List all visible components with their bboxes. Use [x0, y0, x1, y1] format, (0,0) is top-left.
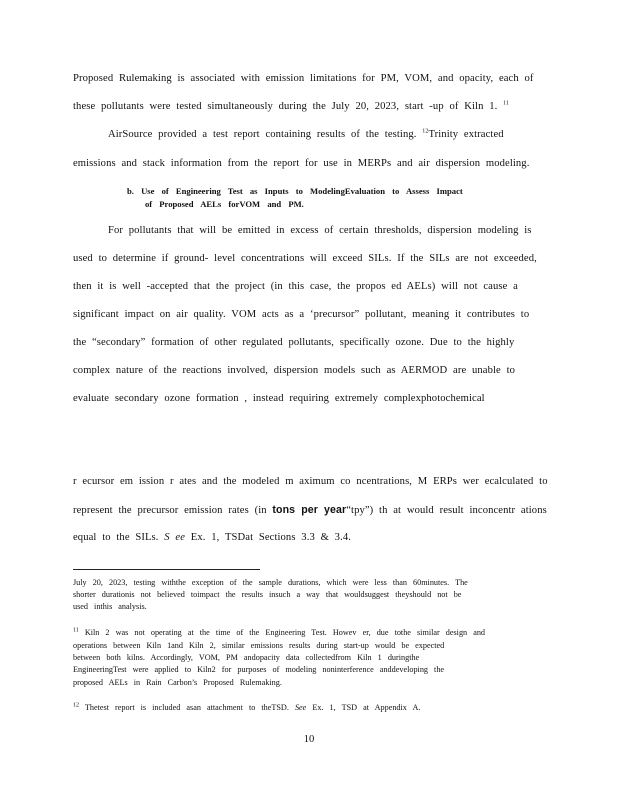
footnote-line: July 20, 2023, testing withthe exception of the sample durations, which were less than 60minutes. The — [73, 578, 468, 587]
footnote-line: $^{12}$ Thetest report is included asan attachment to theTSD. See Ex. 1, TSD at Appendix A. — [73, 702, 421, 712]
footnote-separator — [73, 569, 260, 570]
footnote-line: EngineeringTest were applied to Kiln2 for purposes of modeling noninterference anddeveloping the — [73, 665, 445, 674]
footnote-number: 11 — [73, 627, 79, 634]
footnote-line: between both kilns. Accordingly, VOM, PM andopacity data collectedfrom Kiln 1 duringthe — [73, 653, 420, 662]
footnote-line: $^{11}$ Kiln 2 was not operating at the time of the Engineering Test. Howev er, due tothe similar design and — [73, 627, 486, 637]
body-line: AirSource provided a test report containing results of the testing. $^{12}$Trinity extracted — [108, 128, 504, 140]
body-line: significant impact on air quality. VOM acts as a ‘precursor” pollutant, meaning it contributes to — [73, 309, 530, 320]
section-heading-cont: of Proposed AELs forVOM and PM. — [145, 199, 304, 209]
body-line: complex nature of the reactions involved, dispersion models such as AERMOD are unable to — [73, 365, 516, 376]
footnote-line: proposed AELs in Rain Carbon’s Proposed Rulemaking. — [73, 678, 282, 687]
footnote-line: operations between Kiln 1and Kiln 2, similar emissions results during start-up would be expected — [73, 641, 445, 650]
body-line: the “secondary” formation of other regulated pollutants, specifically ozone. Due to the highly — [73, 337, 515, 348]
footnote-ref: 12 — [422, 128, 429, 135]
body-line: then it is well -accepted that the project (in this case, the propos ed AELs) will not cause a — [73, 281, 518, 292]
body-line: these pollutants were tested simultaneously during the July 20, 2023, start -up of Kiln 1. $^{11}$ — [73, 100, 510, 112]
body-line: evaluate secondary ozone formation , instead requiring extremely complexphotochemical — [73, 393, 485, 404]
page-number: 10 — [303, 734, 315, 745]
body-line: For pollutants that will be emitted in excess of certain thresholds, dispersion modeling is — [108, 225, 532, 236]
citation-signal: S ee — [164, 532, 186, 543]
footnote-line: used inthis analysis. — [73, 602, 147, 611]
emphasized-term: tons per year — [272, 504, 347, 516]
body-line: r ecursor em ission r ates and the modeled m aximum co ncentrations, M ERPs wer ecalculated to — [73, 476, 548, 487]
footnote-ref: 11 — [503, 100, 510, 107]
footnote-line: shorter durationis not believed toimpact the results insuch a way that wouldsuggest theyshould not be — [73, 590, 462, 599]
body-line: used to determine if ground- level concentrations will exceed SILs. If the SILs are not exceeded, — [73, 253, 537, 264]
citation-signal: See — [294, 703, 307, 712]
body-line: equal to the SILs. S ee Ex. 1, TSDat Sections 3.3 & 3.4. — [73, 532, 351, 543]
section-heading: b. Use of Engineering Test as Inputs to ModelingEvaluation to Assess Impact — [127, 186, 463, 196]
footnote-number: 12 — [73, 702, 79, 709]
body-line: emissions and stack information from the report for use in MERPs and air dispersion modeling. — [73, 158, 530, 169]
body-line: represent the precursor emission rates (in tons per year“tpy”) th at would result inconcentr ations — [73, 504, 547, 516]
body-line: Proposed Rulemaking is associated with emission limitations for PM, VOM, and opacity, each of — [73, 73, 534, 84]
